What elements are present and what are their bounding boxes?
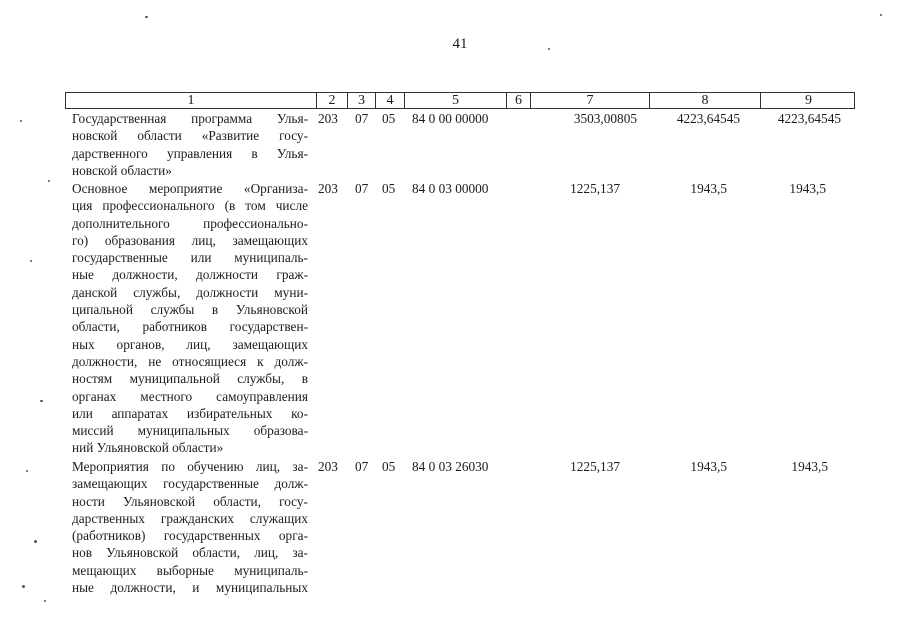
name-line: ний Ульяновской области» [72, 440, 224, 456]
row-code-3: 07 [355, 459, 369, 474]
name-line: ных органов, лиц, замещающих [72, 336, 308, 352]
row-value-9: 1943,5 [789, 181, 826, 196]
name-line: ностям муниципальной службы, в [72, 371, 308, 387]
row-value-8: 1943,5 [690, 459, 727, 474]
row-code-2: 203 [318, 111, 338, 126]
name-line: го) образования лиц, замещающих [72, 232, 308, 248]
name-line: мещающих выборные муниципаль- [72, 562, 308, 578]
name-line: новской области» [72, 162, 172, 178]
name-line: нов Ульяновской области, лиц, за- [72, 545, 308, 561]
row-code-5: 84 0 03 00000 [412, 181, 489, 196]
name-line: дарственных гражданских служащих [72, 510, 308, 526]
header-col-2: 2 [316, 93, 347, 108]
header-col-5: 5 [404, 93, 506, 108]
name-line: (работников) государственных орга- [72, 528, 308, 544]
row-name-cell [72, 110, 308, 179]
row-code-3: 07 [355, 181, 369, 196]
row-value-9: 1943,5 [791, 459, 828, 474]
name-line: миссий муниципальных образова- [72, 423, 308, 439]
row-name-cell [72, 180, 308, 457]
name-line: дополнительного профессионально- [72, 215, 308, 231]
name-line: области, работников государствен- [72, 319, 308, 335]
name-line: Мероприятия по обучению лиц, за- [72, 459, 308, 474]
name-line: государственные или муниципаль- [72, 250, 308, 266]
row-code-3: 07 [355, 111, 369, 126]
row-value-8: 4223,64545 [676, 111, 740, 126]
row-code-2: 203 [318, 459, 338, 474]
name-line: новской области «Развитие госу- [72, 128, 308, 144]
page-number: 41 [452, 36, 468, 52]
name-line: ципальной службы в Ульяновской [72, 302, 308, 318]
row-value-7: 1225,137 [570, 459, 620, 474]
name-line: ные должности, должности граж- [72, 267, 308, 283]
name-line: должности, не относящиеся к долж- [72, 353, 308, 369]
row-code-4: 05 [382, 181, 396, 196]
row-name-cell [72, 458, 308, 596]
name-line: Основное мероприятие «Организа- [72, 181, 308, 196]
name-line: Государственная программа Улья- [72, 111, 308, 126]
name-line: ные должности, и муниципальных [72, 580, 308, 596]
name-line: ция профессионального (в том числе [72, 198, 308, 214]
header-col-7: 7 [530, 93, 649, 108]
header-col-3: 3 [347, 93, 375, 108]
name-line: или аппаратах избирательных ко- [72, 405, 308, 421]
header-col-4: 4 [375, 93, 404, 108]
header-col-8: 8 [649, 93, 760, 108]
row-code-5: 84 0 03 26030 [412, 459, 489, 474]
header-col-6: 6 [506, 93, 530, 108]
row-code-5: 84 0 00 00000 [412, 111, 489, 126]
table-header-row [65, 92, 855, 109]
header-col-9: 9 [760, 93, 856, 108]
row-code-4: 05 [382, 459, 396, 474]
name-line: дарственного управления в Улья- [72, 145, 308, 161]
row-value-8: 1943,5 [690, 181, 727, 196]
row-code-2: 203 [318, 181, 338, 196]
name-line: органах местного самоуправления [72, 388, 308, 404]
name-line: данской службы, должности муни- [72, 284, 308, 300]
name-line: ности Ульяновской области, госу- [72, 493, 308, 509]
row-value-9: 4223,64545 [777, 111, 841, 126]
header-col-1: 1 [187, 93, 195, 108]
row-code-4: 05 [382, 111, 396, 126]
row-value-7: 3503,00805 [573, 111, 637, 126]
name-line: замещающих государственные долж- [72, 476, 308, 492]
row-value-7: 1225,137 [570, 181, 620, 196]
